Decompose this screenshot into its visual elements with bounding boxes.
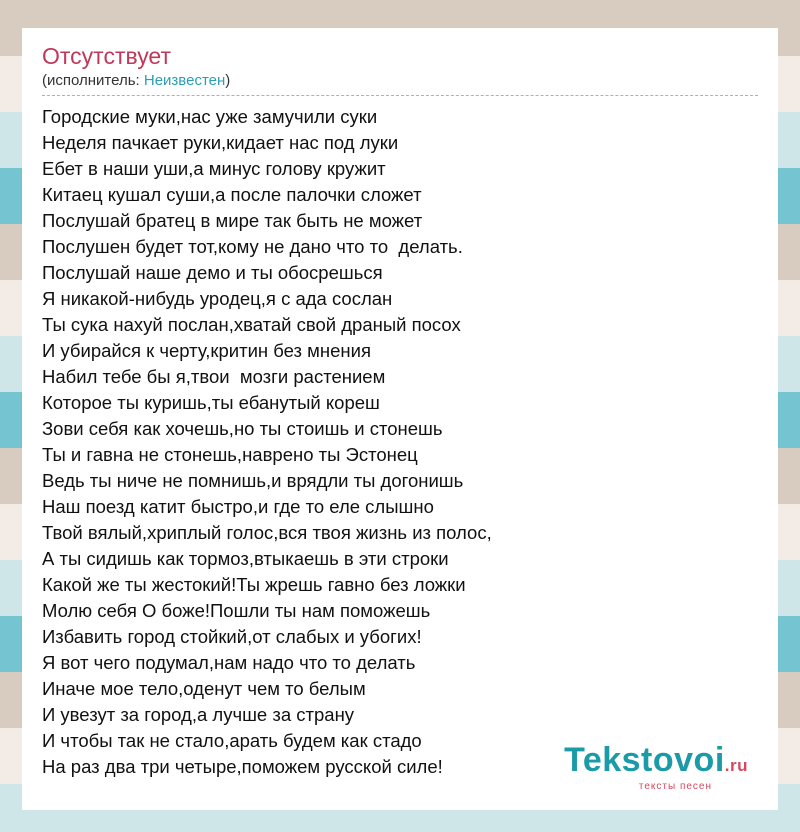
lyric-line: Ведь ты ниче не помнишь,и врядли ты догонишь bbox=[42, 470, 464, 491]
lyric-line: А ты сидишь как тормоз,втыкаешь в эти строки bbox=[42, 548, 449, 569]
lyric-line: Какой же ты жестокий!Ты жрешь гавно без ложки bbox=[42, 574, 466, 595]
lyric-line: Иначе мое тело,оденут чем то белым bbox=[42, 678, 366, 699]
lyric-line: На раз два три четыре,поможем русской силе! bbox=[42, 756, 443, 777]
lyric-line: И увезут за город,а лучше за страну bbox=[42, 704, 355, 725]
lyric-line: Набил тебе бы я,твои мозги растением bbox=[42, 366, 386, 387]
lyric-line: Китаец кушал суши,а после палочки сложет bbox=[42, 184, 422, 205]
lyric-line: Послушай наше демо и ты обосрешься bbox=[42, 262, 383, 283]
lyric-line: Твой вялый,хриплый голос,вся твоя жизнь из полос, bbox=[42, 522, 492, 543]
lyric-line: Зови себя как хочешь,но ты стоишь и стонешь bbox=[42, 418, 443, 439]
logo-wordmark bbox=[564, 742, 748, 784]
lyric-line: Которое ты куришь,ты ебанутый кореш bbox=[42, 392, 380, 413]
artist-suffix: ) bbox=[225, 72, 231, 89]
lyric-line: Я никакой-нибудь уродец,я с ада сослан bbox=[42, 288, 393, 309]
lyrics-card bbox=[22, 28, 778, 810]
logo-tagline: тексты песен bbox=[638, 781, 712, 792]
lyric-line: Молю себя О боже!Пошли ты нам поможешь bbox=[42, 600, 431, 621]
lyric-line: Наш поезд катит быстро,и где то еле слышно bbox=[42, 496, 434, 517]
lyric-line: Послушен будет тот,кому не дано что то делать. bbox=[42, 236, 463, 257]
lyric-line: Ебет в наши уши,а минус голову кружит bbox=[42, 158, 386, 179]
lyric-line: Городские муки,нас уже замучили суки bbox=[42, 106, 378, 127]
logo-tld: .ru bbox=[724, 756, 748, 775]
artist-prefix: (исполнитель: bbox=[42, 72, 144, 89]
dashed-divider bbox=[42, 95, 758, 96]
lyric-line: И чтобы так не стало,арать будем как стадо bbox=[42, 730, 422, 751]
site-logo[interactable] bbox=[564, 742, 748, 792]
lyric-line: Послушай братец в мире так быть не может bbox=[42, 210, 423, 231]
song-title: Отсутствует bbox=[42, 43, 171, 69]
lyric-line: Избавить город стойкий,от слабых и убогих! bbox=[42, 626, 422, 647]
lyric-line: Ты и гавна не стонешь,наврено ты Эстонец bbox=[42, 444, 418, 465]
lyric-line: Ты сука нахуй послан,хватай свой драный посох bbox=[42, 314, 461, 335]
artist-link[interactable]: Неизвестен bbox=[143, 72, 226, 89]
lyrics-text bbox=[42, 104, 758, 780]
logo-name: Tekstovoi bbox=[564, 741, 725, 779]
artist-line bbox=[42, 71, 758, 91]
lyric-line: Неделя пачкает руки,кидает нас под луки bbox=[42, 132, 399, 153]
lyric-line: Я вот чего подумал,нам надо что то делать bbox=[42, 652, 416, 673]
lyric-line: И убирайся к черту,критин без мнения bbox=[42, 340, 371, 361]
